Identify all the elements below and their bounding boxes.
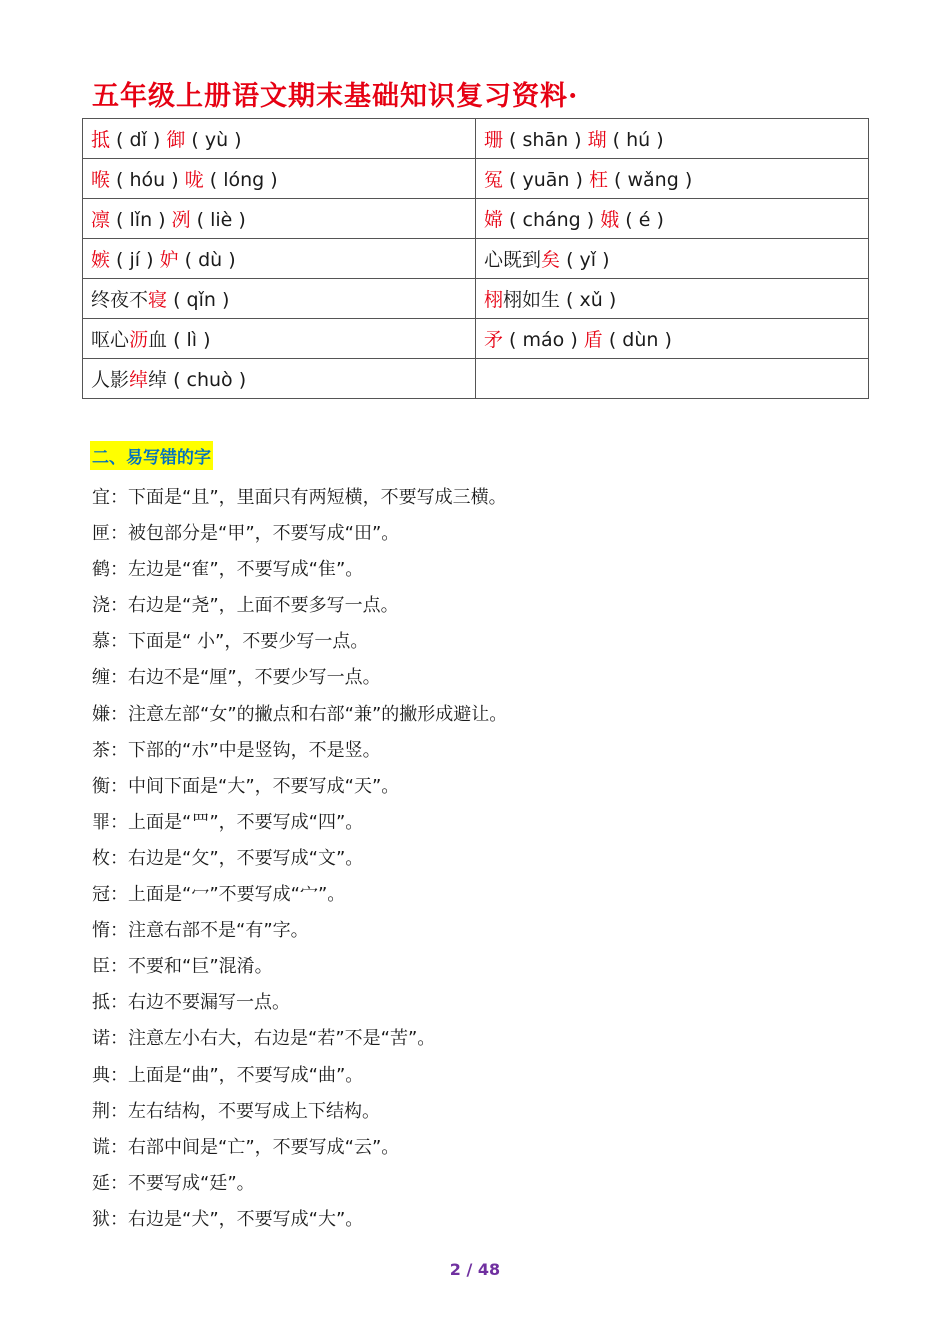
table-cell	[83, 119, 476, 159]
highlight-char: 妒	[159, 249, 179, 271]
pinyin-text: ( dùn )	[602, 329, 672, 351]
highlight-char: 抵	[91, 129, 111, 151]
highlight-char: 沥	[129, 329, 149, 351]
highlight-char: 御	[166, 129, 186, 151]
table-cell	[83, 279, 476, 319]
table-cell	[476, 119, 869, 159]
pinyin-text: 血 ( lì )	[148, 329, 211, 351]
pinyin-text: ( máo )	[503, 329, 584, 351]
highlight-char: 绰	[129, 369, 149, 391]
pinyin-text: ( lǐn )	[110, 209, 172, 231]
highlight-char: 瑚	[587, 129, 607, 151]
list-item: 抵：右边不要漏写一点。	[92, 992, 290, 1014]
table-row	[83, 119, 869, 159]
list-item: 延：不要写成“廷”。	[92, 1172, 255, 1194]
highlight-char: 枉	[588, 169, 608, 191]
highlight-char: 珊	[484, 129, 504, 151]
list-item: 嫌：注意左部“女”的撇点和右部“兼”的撇形成避让。	[92, 703, 508, 725]
list-item: 荆：左右结构，不要写成上下结构。	[92, 1100, 380, 1122]
table-cell	[83, 199, 476, 239]
table-cell	[476, 319, 869, 359]
pinyin-text: ( qǐn )	[167, 289, 230, 311]
list-item: 臣：不要和“巨”混淆。	[92, 956, 273, 978]
highlight-char: 嫦	[484, 209, 504, 231]
list-item: 冠：上面是“冖”不要写成“宀”。	[92, 884, 346, 906]
list-item: 衡：中间下面是“大”，不要写成“天”。	[92, 775, 400, 797]
pinyin-text: ( é )	[619, 209, 664, 231]
list-item: 缠：右边不是“厘”，不要少写一点。	[92, 667, 381, 689]
highlight-char: 盾	[583, 329, 603, 351]
pinyin-text: 人影	[91, 369, 130, 391]
pinyin-text: ( hú )	[606, 129, 664, 151]
list-item: 诺：注意左小右大，右边是“若”不是“苦”。	[92, 1028, 436, 1050]
table-row	[83, 239, 869, 279]
table-row	[83, 279, 869, 319]
pinyin-text: 栩如生 ( xǔ )	[503, 289, 617, 311]
table-cell	[83, 239, 476, 279]
table-cell	[83, 359, 476, 399]
pinyin-text: 心既到	[484, 249, 542, 271]
pinyin-text: ( lóng )	[203, 169, 278, 191]
section-heading: 二、易写错的字	[90, 441, 213, 470]
table-row	[83, 319, 869, 359]
table-cell	[476, 159, 869, 199]
table-cell	[476, 199, 869, 239]
table-cell	[83, 159, 476, 199]
pinyin-text: ( shān )	[503, 129, 588, 151]
list-item: 狱：右边是“犬”，不要写成“大”。	[92, 1208, 364, 1230]
table-row	[83, 199, 869, 239]
pinyin-text: ( yǐ )	[560, 249, 610, 271]
pinyin-table	[82, 118, 869, 399]
highlight-char: 娥	[600, 209, 620, 231]
pinyin-text: ( liè )	[190, 209, 246, 231]
list-item: 鹤：左边是“隺”，不要写成“隹”。	[92, 559, 364, 581]
list-item: 慕：下面是“ 小”，不要少写一点。	[92, 631, 369, 653]
highlight-char: 冤	[484, 169, 504, 191]
pinyin-text: ( hóu )	[110, 169, 185, 191]
pinyin-text: 终夜不	[91, 289, 149, 311]
table-cell	[476, 359, 869, 399]
page-number: 2 / 48	[449, 1260, 501, 1279]
table-cell	[476, 239, 869, 279]
pinyin-text: ( dǐ )	[110, 129, 167, 151]
list-item: 谎：右部中间是“亡”，不要写成“云”。	[92, 1136, 400, 1158]
list-item: 惰：注意右部不是“有”字。	[92, 920, 309, 942]
pinyin-text: ( wǎng )	[608, 169, 693, 191]
table-row	[83, 159, 869, 199]
notes-list	[92, 480, 507, 1238]
list-item: 宜：下面是“且”，里面只有两短横，不要写成三横。	[92, 487, 507, 508]
table-cell	[83, 319, 476, 359]
table-row	[83, 359, 869, 399]
list-item: 枚：右边是“攵”，不要写成“文”。	[92, 847, 364, 869]
highlight-char: 喉	[91, 169, 111, 191]
pinyin-text: ( yuān )	[503, 169, 589, 191]
list-item: 匣：被包部分是“甲”，不要写成“田”。	[92, 523, 400, 545]
highlight-char: 矣	[541, 249, 561, 271]
table-cell	[476, 279, 869, 319]
pinyin-text: ( jí )	[110, 249, 160, 271]
highlight-char: 寝	[148, 289, 168, 311]
highlight-char: 冽	[171, 209, 191, 231]
page-title: 五年级上册语文期末基础知识复习资料·	[92, 81, 579, 112]
pinyin-text: ( dù )	[178, 249, 236, 271]
pinyin-text: 绰 ( chuò )	[148, 369, 247, 391]
pinyin-text: 呕心	[91, 329, 130, 351]
highlight-char: 嫉	[91, 249, 111, 271]
list-item: 茶：下部的“朩”中是竖钩，不是竖。	[92, 739, 381, 761]
highlight-char: 凛	[91, 209, 111, 231]
pinyin-text: ( yù )	[185, 129, 242, 151]
highlight-char: 栩	[484, 289, 504, 311]
list-item: 罪：上面是“罒”，不要写成“四”。	[92, 811, 364, 833]
highlight-char: 咙	[184, 169, 204, 191]
list-item: 典：上面是“曲”，不要写成“曲”。	[92, 1064, 364, 1086]
pinyin-text: ( cháng )	[503, 209, 601, 231]
highlight-char: 矛	[484, 329, 504, 351]
list-item: 浇：右边是“尧”，上面不要多写一点。	[92, 595, 399, 617]
